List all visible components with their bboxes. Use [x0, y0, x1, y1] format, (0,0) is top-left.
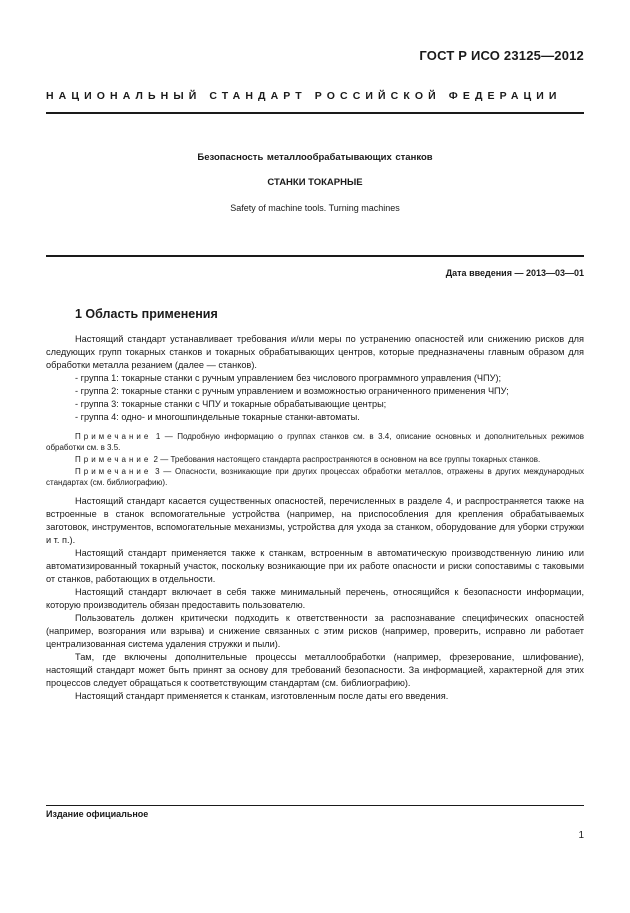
list-item: - группа 2: токарные станки с ручным управлением и возможностью ограниченного применения ЧПУ; [75, 386, 509, 396]
document-code: ГОСТ Р ИСО 23125—2012 [419, 48, 584, 63]
title-divider [46, 255, 584, 257]
note [46, 466, 584, 488]
paragraph: Пользователь должен критически подходить к ответственности за распознавание специфических опасностей (например, возгорания или взрыва) и снижение связанных с этим рисков (например, проверить, исправно ли работает централизованная система удаления стружки и пыли). [46, 613, 584, 649]
national-standard-heading: НАЦИОНАЛЬНЫЙ СТАНДАРТ РОССИЙСКОЙ ФЕДЕРАЦИИ [46, 90, 562, 102]
header-divider [46, 112, 584, 114]
introduction-date: Дата введения — 2013—03—01 [445, 268, 584, 278]
paragraph: Настоящий стандарт включает в себя также минимальный перечень, относящийся к безопасности информации, которую производитель обязан предоставить пользователю. [46, 587, 584, 610]
footer-divider [46, 805, 584, 806]
paragraph: Настоящий стандарт устанавливает требования и/или меры по устранению опасностей или снижению рисков для следующих групп токарных станков и токарных обрабатывающих центров, которые предназначены главным образом для обработки металла резанием (далее — станков). [46, 334, 584, 370]
note-text: 2 — Требования настоящего стандарта распространяются в основном на все группы токарных станков. [153, 455, 541, 464]
note-label: Примечание [75, 455, 152, 464]
note-text: 3 — Опасности, возникающие при других процессах обработки металлов, отражены в других международных стандартах (см. библиографию). [46, 467, 585, 487]
list-item: - группа 1: токарные станки с ручным управлением без числового программного управления (ЧПУ); [75, 373, 502, 383]
section-title: 1 Область применения [75, 307, 218, 321]
edition-label: Издание официальное [46, 809, 149, 819]
paragraph: Настоящий стандарт касается существенных опасностей, перечисленных в разделе 4, и распространяется также на встроенные в станок вспомогательные устройства (например, на приспособления для крепления обрабатываемых заготовок, инструментов, вспомогательные механизмы, устройства для ухода за станком, оборудование для уборки стружки и т. п.). [46, 496, 584, 545]
note-label: Примечание [75, 432, 152, 441]
list-item: - группа 3: токарные станки с ЧПУ и токарные обрабатывающие центры; [75, 399, 387, 409]
note-label: Примечание [75, 467, 152, 476]
page-number: 1 [578, 830, 584, 841]
list-item: - группа 4: одно- и многошпиндельные токарные станки-автоматы. [75, 412, 360, 422]
paragraph: Настоящий стандарт применяется также к станкам, встроенным в автоматическую производственную линию или автоматизированный токарный участок, поскольку возникающие при их работе опасности и риски сопоставимы с таковыми от станков, работающих в отдельности. [46, 548, 584, 584]
section-body [46, 333, 584, 703]
title-english: Safety of machine tools. Turning machines [230, 203, 400, 213]
title-line-1: Безопасность металлообрабатывающих станков [197, 152, 433, 163]
paragraph: Там, где включены дополнительные процессы металлообработки (например, фрезерование, шлифование), настоящий стандарт может быть принят за основу для требований безопасности. За информацией, характерной для этих процессов следует обращаться к соответствующим стандартам (см. библиографию). [46, 652, 584, 688]
note [46, 431, 584, 453]
paragraph: Настоящий стандарт применяется к станкам, изготовленным после даты его введения. [75, 691, 449, 701]
title-line-2: СТАНКИ ТОКАРНЫЕ [267, 177, 363, 188]
note-text: 1 — Подробную информацию о группах станков см. в 3.4, описание основных и дополнительных режимов обработки см. в 3.5. [46, 432, 585, 452]
note [46, 454, 584, 465]
